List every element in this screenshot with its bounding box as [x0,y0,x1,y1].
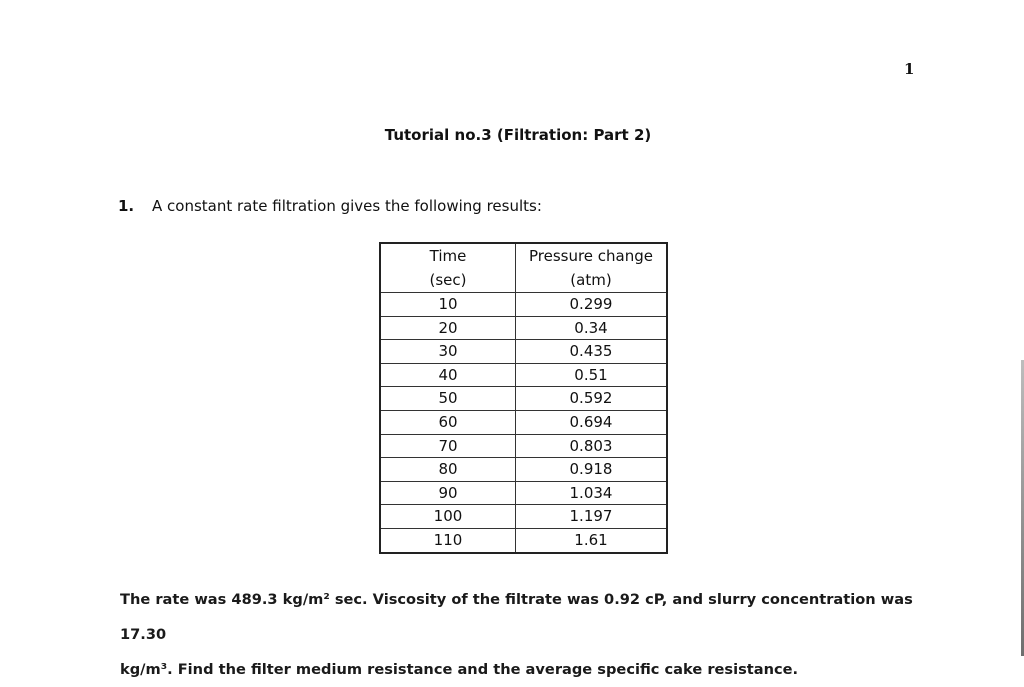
pressure-cell: 1.61 [516,528,668,552]
table-row [380,505,667,529]
table-row [380,458,667,482]
table-row [380,340,667,364]
table-row [380,434,667,458]
table-row [380,363,667,387]
pressure-cell: 0.34 [516,316,668,340]
results-table [379,242,668,554]
time-cell: 50 [380,387,516,411]
time-cell: 90 [380,481,516,505]
time-cell: 110 [380,528,516,552]
pressure-cell: 0.51 [516,363,668,387]
table-row [380,410,667,434]
pressure-cell: 0.299 [516,293,668,317]
table-row [380,293,667,317]
time-cell: 30 [380,340,516,364]
pressure-cell: 0.803 [516,434,668,458]
table-row [380,528,667,552]
problem-line-2: kg/m³. Find the filter medium resistance and the average specific cake resistance. [120,661,799,678]
time-cell: 80 [380,458,516,482]
table-row [380,316,667,340]
page-number: 1 [904,60,915,78]
question-text: A constant rate filtration gives the following results: [152,197,542,215]
time-cell: 20 [380,316,516,340]
pressure-cell: 1.197 [516,505,668,529]
question-number: 1. [118,197,135,215]
pressure-cell: 1.034 [516,481,668,505]
time-cell: 70 [380,434,516,458]
page-title: Tutorial no.3 (Filtration: Part 2) [384,126,652,144]
table-row [380,387,667,411]
pressure-cell: 0.435 [516,340,668,364]
pressure-cell: 0.918 [516,458,668,482]
time-cell: 100 [380,505,516,529]
header-pressure-unit: (atm) [516,268,668,293]
header-pressure: Pressure change [516,243,668,268]
problem-statement [120,582,920,687]
time-cell: 40 [380,363,516,387]
header-time: Time [380,243,516,268]
time-cell: 60 [380,410,516,434]
header-time-unit: (sec) [380,268,516,293]
question-1 [118,197,542,215]
table-row [380,481,667,505]
problem-line-1: The rate was 489.3 kg/m² sec. Viscosity of the filtrate was 0.92 cP, and slurry concentration was 17.30 [120,591,913,643]
time-cell: 10 [380,293,516,317]
pressure-cell: 0.592 [516,387,668,411]
pressure-cell: 0.694 [516,410,668,434]
